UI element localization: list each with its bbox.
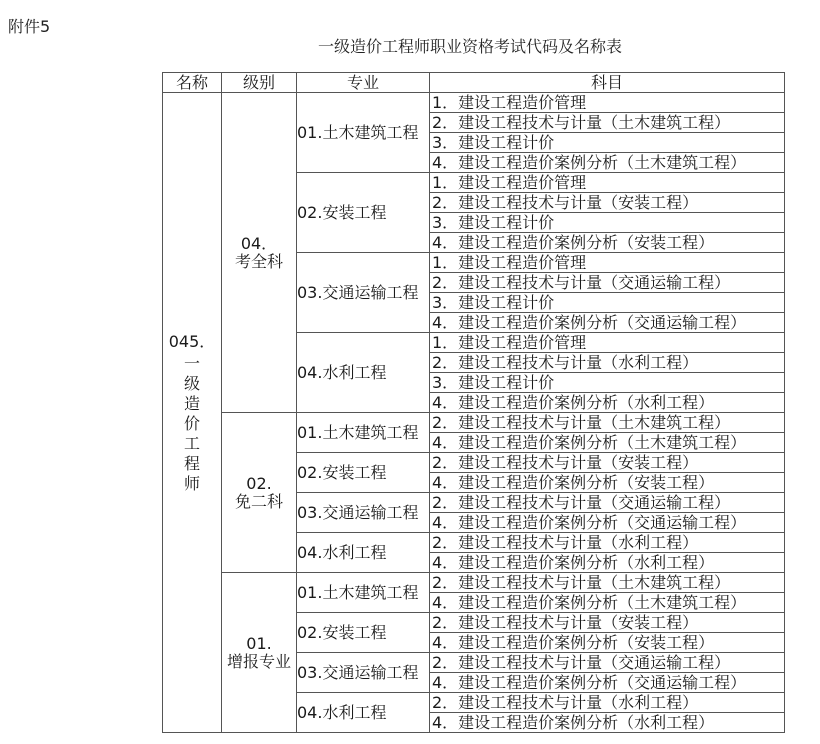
- document-title: 一级造价工程师职业资格考试代码及名称表: [317, 37, 622, 56]
- level-code: 02.: [246, 473, 272, 493]
- subject-cell: 2．建设工程技术与计量（土木建筑工程）: [430, 413, 785, 433]
- subject-cell: 2．建设工程技术与计量（交通运输工程）: [430, 273, 785, 293]
- level-name: 免二科: [234, 491, 283, 511]
- subject-cell: 3．建设工程计价: [430, 133, 785, 153]
- qualification-name-char: 一: [183, 353, 200, 373]
- subject-cell: 3．建设工程计价: [430, 373, 785, 393]
- qualification-name-char: 师: [183, 473, 200, 493]
- major-cell: 02.安装工程: [297, 453, 430, 493]
- subject-cell: 1．建设工程造价管理: [430, 333, 785, 353]
- qualification-name-char: 工: [183, 433, 200, 453]
- subject-cell: 1．建设工程造价管理: [430, 93, 785, 113]
- qualification-name-char: 级: [183, 373, 200, 393]
- subject-cell: 4．建设工程造价案例分析（水利工程）: [430, 713, 785, 733]
- subject-cell: 2．建设工程技术与计量（土木建筑工程）: [430, 573, 785, 593]
- major-cell: 01.土木建筑工程: [297, 413, 430, 453]
- subject-cell: 1．建设工程造价管理: [430, 173, 785, 193]
- qualification-name: [169, 332, 216, 494]
- header-row: [163, 73, 785, 93]
- major-cell: 04.水利工程: [297, 533, 430, 573]
- major-cell: 01.土木建筑工程: [297, 573, 430, 613]
- subject-cell: 4．建设工程造价案例分析（安装工程）: [430, 633, 785, 653]
- major-cell: 04.水利工程: [297, 333, 430, 413]
- attachment-label: 附件5: [8, 17, 51, 36]
- level-name: 考全科: [234, 251, 283, 271]
- level-cell: [222, 413, 297, 573]
- subject-cell: 2．建设工程技术与计量（土木建筑工程）: [430, 113, 785, 133]
- subject-cell: 2．建设工程技术与计量（安装工程）: [430, 453, 785, 473]
- level-cell: [222, 573, 297, 733]
- header-major: 专业: [297, 73, 430, 93]
- qualification-code: 045．: [168, 331, 216, 351]
- subject-cell: 4．建设工程造价案例分析（土木建筑工程）: [430, 593, 785, 613]
- subject-cell: 4．建设工程造价案例分析（交通运输工程）: [430, 513, 785, 533]
- subject-cell: 2．建设工程技术与计量（交通运输工程）: [430, 653, 785, 673]
- table-row: [163, 573, 785, 593]
- subject-cell: 4．建设工程造价案例分析（安装工程）: [430, 233, 785, 253]
- subject-cell: 3．建设工程计价: [430, 213, 785, 233]
- major-cell: 01.土木建筑工程: [297, 93, 430, 173]
- subject-cell: 4．建设工程造价案例分析（水利工程）: [430, 553, 785, 573]
- subject-cell: 2．建设工程技术与计量（安装工程）: [430, 193, 785, 213]
- subject-cell: 3．建设工程计价: [430, 293, 785, 313]
- subject-cell: 4．建设工程造价案例分析（交通运输工程）: [430, 313, 785, 333]
- header-name: 名称: [163, 73, 222, 93]
- table-row: [163, 413, 785, 433]
- exam-code-table: [162, 72, 785, 733]
- subject-cell: 2．建设工程技术与计量（水利工程）: [430, 533, 785, 553]
- level-name: 增报专业: [226, 651, 291, 671]
- subject-cell: 2．建设工程技术与计量（交通运输工程）: [430, 493, 785, 513]
- major-cell: 02.安装工程: [297, 613, 430, 653]
- level-code: 04．: [240, 233, 278, 253]
- major-cell: 03.交通运输工程: [297, 493, 430, 533]
- subject-cell: 1．建设工程造价管理: [430, 253, 785, 273]
- qualification-name-char: 程: [183, 453, 200, 473]
- level-cell: [222, 93, 297, 413]
- subject-cell: 2．建设工程技术与计量（水利工程）: [430, 693, 785, 713]
- table-row: [163, 93, 785, 113]
- major-cell: 04.水利工程: [297, 693, 430, 733]
- major-cell: 02.安装工程: [297, 173, 430, 253]
- qualification-name-char: 造: [183, 393, 200, 413]
- header-level: 级别: [222, 73, 297, 93]
- subject-cell: 4．建设工程造价案例分析（交通运输工程）: [430, 673, 785, 693]
- level-code: 01.: [246, 633, 272, 653]
- subject-cell: 4．建设工程造价案例分析（水利工程）: [430, 393, 785, 413]
- subject-cell: 4．建设工程造价案例分析（土木建筑工程）: [430, 433, 785, 453]
- subject-cell: 2．建设工程技术与计量（安装工程）: [430, 613, 785, 633]
- major-cell: 03.交通运输工程: [297, 253, 430, 333]
- subject-cell: 4．建设工程造价案例分析（安装工程）: [430, 473, 785, 493]
- table-body: [163, 93, 785, 733]
- major-cell: 03.交通运输工程: [297, 653, 430, 693]
- qualification-name-char: 价: [183, 413, 200, 433]
- subject-cell: 4．建设工程造价案例分析（土木建筑工程）: [430, 153, 785, 173]
- header-subject: 科目: [430, 73, 785, 93]
- qualification-name-cell: [163, 93, 222, 733]
- subject-cell: 2．建设工程技术与计量（水利工程）: [430, 353, 785, 373]
